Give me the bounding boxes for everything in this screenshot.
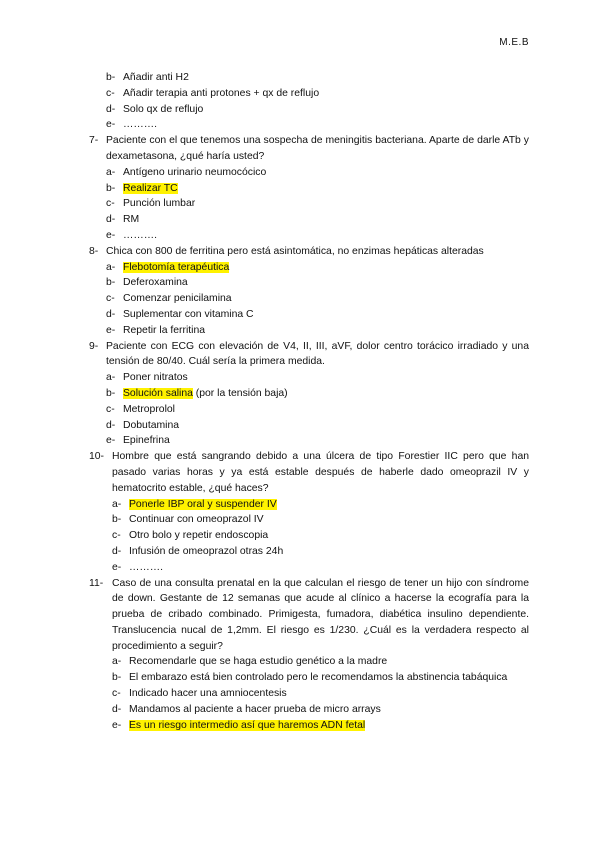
option-text: Antígeno urinario neumocócico	[123, 166, 267, 178]
answer-option	[106, 418, 529, 434]
option-body	[129, 670, 507, 686]
option-letter: c-	[106, 198, 115, 210]
option-body	[123, 275, 188, 291]
option-text: Poner nitratos	[123, 372, 188, 384]
option-note: (por la tensión baja)	[192, 387, 288, 399]
option-body	[123, 260, 229, 276]
option-text: Solo qx de reflujo	[123, 103, 204, 115]
option-body	[129, 512, 264, 528]
option-letter: b-	[106, 387, 116, 399]
answer-option	[112, 512, 529, 528]
option-body	[123, 291, 232, 307]
question-item	[89, 576, 529, 734]
option-body	[129, 686, 287, 702]
option-body	[123, 386, 288, 402]
option-letter: c-	[112, 530, 121, 542]
option-letter: d-	[112, 545, 122, 557]
answer-option	[106, 307, 529, 323]
answer-option	[112, 654, 529, 670]
option-text: Añadir terapia anti protones + qx de reflujo	[123, 87, 320, 99]
option-letter: a-	[106, 372, 116, 384]
option-text: RM	[123, 214, 140, 226]
option-text-highlighted: Ponerle IBP oral y suspender IV	[129, 498, 277, 510]
answer-option	[106, 196, 529, 212]
exam-content	[89, 70, 529, 733]
answer-options	[106, 260, 529, 339]
answer-options	[106, 165, 529, 244]
answer-option	[112, 686, 529, 702]
option-text-highlighted: Realizar TC	[123, 182, 178, 194]
option-body	[123, 212, 139, 228]
option-body	[129, 702, 381, 718]
option-body	[123, 307, 254, 323]
option-letter: b-	[106, 182, 116, 194]
answer-option	[112, 497, 529, 513]
option-body	[123, 165, 266, 181]
question-number: 9-	[89, 340, 99, 352]
question-text: Paciente con el que tenemos una sospecha de meningitis bacteriana. Aparte de darle ATb y dexametasona, ¿qué haría usted?	[106, 135, 529, 162]
question-text: Chica con 800 de ferritina pero está asintomática, no enzimas hepáticas alteradas	[106, 245, 484, 257]
question-item	[89, 449, 529, 575]
option-letter: d-	[106, 308, 116, 320]
answer-options	[106, 370, 529, 449]
answer-option	[106, 165, 529, 181]
option-text: Dobutamina	[123, 419, 180, 431]
option-letter: c-	[106, 87, 115, 99]
option-letter: e-	[112, 719, 122, 731]
option-body	[129, 654, 387, 670]
option-body	[123, 370, 188, 386]
option-letter: c-	[106, 403, 115, 415]
answer-option	[112, 544, 529, 560]
answer-option	[106, 181, 529, 197]
option-text-highlighted: Flebotomía terapéutica	[123, 261, 230, 273]
option-letter: c-	[112, 688, 121, 700]
answer-option	[106, 402, 529, 418]
question-number: 7-	[89, 135, 99, 147]
question-text: Hombre que está sangrando debido a una úlcera de tipo Forestier IIC pero que han pasado varias horas y ya está estable después de haberle dado omeoprazil IV y hematocrito estable, ¿qué haces?	[112, 451, 529, 494]
option-text: Infusión de omeoprazol otras 24h	[129, 545, 284, 557]
page-header-initials: M.E.B	[499, 37, 529, 48]
option-text: Metroprolol	[123, 403, 175, 415]
question-item	[89, 244, 529, 339]
question-text: Caso de una consulta prenatal en la que calculan el riesgo de tener un hijo con síndrome de down. Gestante de 12 semanas que acude al clínico a hacerse la ecografía para la prueba de cribado combinado. Primigesta, fumadora, diabética insulino dependiente. Translucencia nucal de 1,2mm. El riesgo es 1/230. ¿Cuál es la verdadera respecto al procedimiento a seguir?	[112, 577, 529, 652]
option-text: Suplementar con vitamina C	[123, 308, 254, 320]
question-number: 10-	[89, 451, 105, 463]
option-body	[123, 86, 319, 102]
option-text: Comenzar penicilamina	[123, 293, 232, 305]
option-body	[129, 497, 277, 513]
option-text: Indicado hacer una amniocentesis	[129, 688, 287, 700]
question-item	[89, 133, 529, 244]
option-text: ……….	[123, 119, 158, 131]
answer-option	[106, 275, 529, 291]
option-text: ……….	[129, 561, 164, 573]
answer-option	[112, 670, 529, 686]
option-body	[123, 196, 195, 212]
option-letter: a-	[112, 656, 122, 668]
option-body	[123, 402, 175, 418]
answer-option	[106, 370, 529, 386]
option-letter: b-	[106, 72, 116, 83]
option-letter: a-	[106, 261, 116, 273]
answer-option	[106, 86, 529, 102]
answer-option	[106, 323, 529, 339]
option-text: El embarazo está bien controlado pero le recomendamos la abstinencia tabáquica	[129, 672, 508, 684]
option-letter: a-	[112, 498, 122, 510]
answer-option	[106, 291, 529, 307]
answer-options	[112, 654, 529, 733]
option-letter: e-	[106, 119, 116, 131]
answer-option	[112, 718, 529, 734]
option-letter: d-	[106, 419, 116, 431]
option-body	[123, 433, 170, 449]
option-letter: a-	[106, 166, 116, 178]
answer-option	[112, 702, 529, 718]
option-text: Recomendarle que se haga estudio genético a la madre	[129, 656, 388, 668]
option-letter: e-	[112, 561, 122, 573]
option-text: Deferoxamina	[123, 277, 188, 289]
option-text: Mandamos al paciente a hacer prueba de micro arrays	[129, 703, 381, 715]
option-letter: c-	[106, 293, 115, 305]
option-body	[123, 70, 189, 86]
answer-option	[106, 386, 529, 402]
answer-option	[106, 102, 529, 118]
question-number: 8-	[89, 245, 99, 257]
option-body	[123, 418, 179, 434]
option-body	[123, 117, 157, 133]
answer-option	[106, 212, 529, 228]
carry-over-options	[89, 70, 529, 133]
option-body	[129, 528, 268, 544]
option-letter: d-	[106, 103, 116, 115]
option-letter: e-	[106, 229, 116, 241]
option-body	[123, 323, 205, 339]
option-letter: d-	[106, 214, 116, 226]
option-body	[123, 181, 178, 197]
option-text-highlighted: Solución salina	[123, 387, 193, 399]
option-text: Otro bolo y repetir endoscopia	[129, 530, 269, 542]
question-list	[89, 133, 529, 733]
answer-option	[106, 117, 529, 133]
answer-option	[112, 528, 529, 544]
option-letter: e-	[106, 435, 116, 447]
option-body	[129, 718, 365, 734]
option-text: Continuar con omeoprazol IV	[129, 514, 264, 526]
question-item	[89, 339, 529, 450]
option-body	[129, 544, 283, 560]
option-body	[129, 560, 163, 576]
option-text: ……….	[123, 229, 158, 241]
option-text: Punción lumbar	[123, 198, 196, 210]
answer-option	[106, 260, 529, 276]
option-letter: b-	[112, 514, 122, 526]
option-text-highlighted: Es un riesgo intermedio así que haremos ADN fetal	[129, 719, 366, 731]
answer-options	[112, 497, 529, 576]
option-text: Añadir anti H2	[123, 72, 189, 83]
answer-option	[106, 228, 529, 244]
option-text: Epinefrina	[123, 435, 170, 447]
option-letter: b-	[112, 672, 122, 684]
option-letter: b-	[106, 277, 116, 289]
question-number: 11-	[89, 577, 104, 589]
question-text: Paciente con ECG con elevación de V4, II, III, aVF, dolor centro torácico irradiado y una tensión de 80/40. Cuál sería la primera medida.	[106, 340, 529, 368]
answer-option	[112, 560, 529, 576]
answer-option	[106, 433, 529, 449]
answer-option	[106, 70, 529, 86]
option-letter: e-	[106, 324, 116, 336]
option-body	[123, 228, 157, 244]
option-text: Repetir la ferritina	[123, 324, 206, 336]
option-letter: d-	[112, 703, 122, 715]
option-body	[123, 102, 203, 118]
